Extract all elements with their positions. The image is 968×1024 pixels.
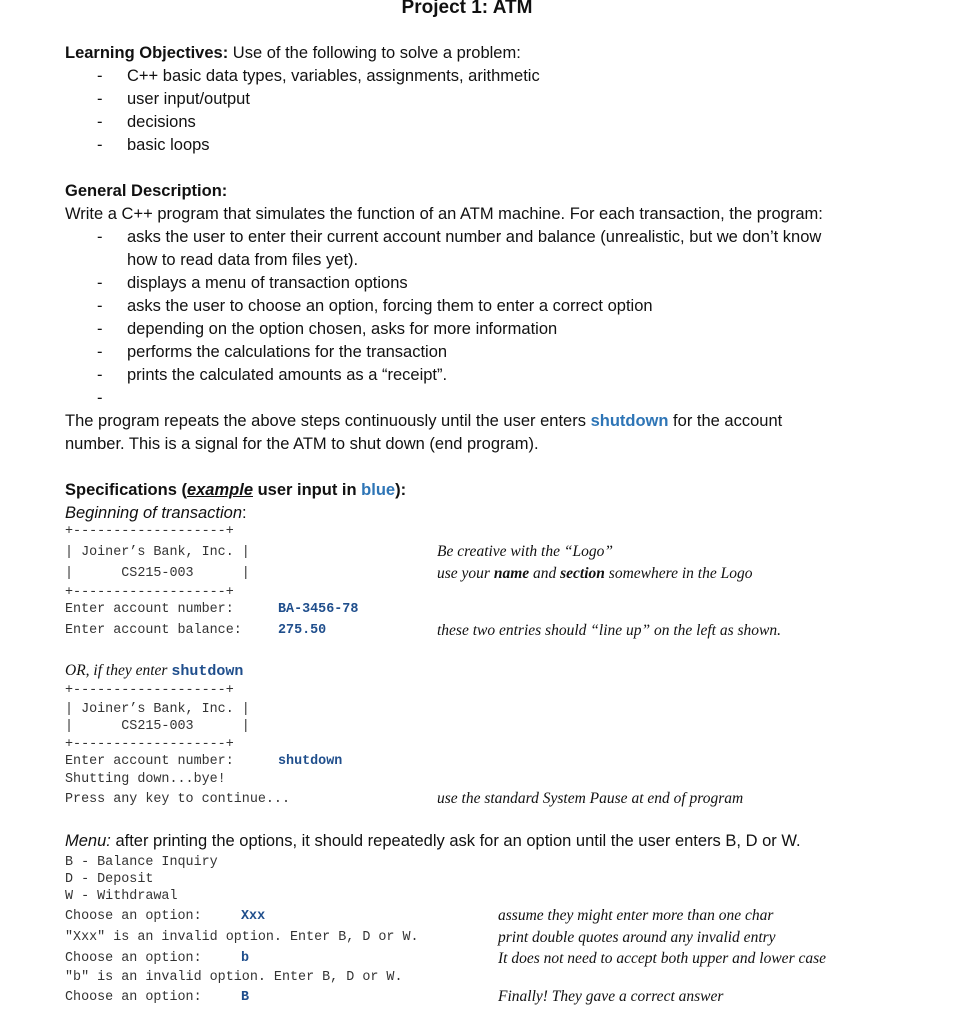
list-item: user input/output xyxy=(127,90,250,108)
spec-subheading xyxy=(65,502,247,525)
objectives-paragraph xyxy=(65,42,521,65)
menu-option-d: D - Deposit xyxy=(65,872,154,887)
list-item: performs the calculations for the transaction xyxy=(127,343,448,361)
note-system-pause: use the standard System Pause at end of program xyxy=(437,790,744,807)
note-text: and xyxy=(529,565,561,582)
press-any-key-text: Press any key to continue... xyxy=(65,792,290,807)
bullet-dash: - xyxy=(97,297,103,315)
shutdown-heading-keyword: shutdown xyxy=(171,663,244,680)
note-logo-creative: Be creative with the “Logo” xyxy=(437,543,613,560)
note-more-than-one-char: assume they might enter more than one char xyxy=(498,907,774,924)
bullet-dash: - xyxy=(97,113,103,131)
note-bold-name: name xyxy=(493,565,530,582)
prompt-account-balance: Enter account balance: xyxy=(65,623,242,638)
input-account-balance: 275.50 xyxy=(278,623,327,638)
general-intro: Write a C++ program that simulates the function of an ATM machine. For each transaction, the program: xyxy=(65,205,823,223)
spec-heading-text: user input in xyxy=(253,481,362,499)
note-correct-answer: Finally! They gave a correct answer xyxy=(498,988,724,1005)
repeat-paragraph-line1 xyxy=(65,410,782,433)
invalid-option-message: "Xxx" is an invalid option. Enter B, D or W. xyxy=(65,930,419,945)
list-item-continuation: how to read data from files yet). xyxy=(127,251,359,269)
menu-desc-text: after printing the options, it should repeatedly ask for an option until the user enters B, D or W. xyxy=(110,832,801,850)
prompt-choose-option: Choose an option: xyxy=(65,951,202,966)
prompt-choose-option: Choose an option: xyxy=(65,909,202,924)
list-item: basic loops xyxy=(127,136,210,154)
shutting-down-text: Shutting down...bye! xyxy=(65,772,226,787)
list-item: asks the user to enter their current account number and balance (unrealistic, but we don’t know xyxy=(127,228,822,246)
logo-border: +-------------------+ xyxy=(65,737,234,752)
logo-line-section: | CS215-003 | xyxy=(65,719,250,734)
spec-subheading-text: Beginning of transaction xyxy=(65,504,243,522)
logo-border: +-------------------+ xyxy=(65,683,234,698)
prompt-account-number: Enter account number: xyxy=(65,602,234,617)
note-line-up: these two entries should “line up” on the left as shown. xyxy=(437,622,782,639)
logo-line-bank: | Joiner’s Bank, Inc. | xyxy=(65,545,250,560)
bullet-dash: - xyxy=(97,320,103,338)
list-item: depending on the option chosen, asks for more information xyxy=(127,320,558,338)
bullet-dash: - xyxy=(97,366,103,384)
bullet-dash-empty: - xyxy=(97,389,103,407)
shutdown-heading xyxy=(65,662,243,680)
spec-heading-text: Specifications ( xyxy=(65,481,187,499)
list-item: decisions xyxy=(127,113,196,131)
repeat-text: The program repeats the above steps continuously until the user enters xyxy=(65,412,591,430)
shutdown-keyword: shutdown xyxy=(590,412,669,430)
page-title: Project 1: ATM xyxy=(401,0,533,18)
repeat-text: for the account xyxy=(668,412,783,430)
spec-heading-text: ): xyxy=(395,481,407,499)
shutdown-heading-text: OR, if they enter xyxy=(65,662,172,679)
input-option: Xxx xyxy=(241,909,266,924)
input-shutdown: shutdown xyxy=(278,754,343,769)
menu-description xyxy=(65,830,801,853)
general-heading: General Description: xyxy=(65,182,228,200)
list-item: prints the calculated amounts as a “receipt”. xyxy=(127,366,448,384)
invalid-option-message: "b" is an invalid option. Enter B, D or W. xyxy=(65,970,403,985)
logo-border: +-------------------+ xyxy=(65,585,234,600)
menu-option-b: B - Balance Inquiry xyxy=(65,855,218,870)
objectives-intro: Use of the following to solve a problem: xyxy=(228,44,521,62)
note-text: use your xyxy=(437,565,494,582)
bullet-dash: - xyxy=(97,274,103,292)
input-option: B xyxy=(241,990,250,1005)
bullet-dash: - xyxy=(97,343,103,361)
menu-label: Menu: xyxy=(65,832,111,850)
menu-option-w: W - Withdrawal xyxy=(65,889,178,904)
spec-subheading-colon: : xyxy=(242,504,247,522)
list-item: displays a menu of transaction options xyxy=(127,274,408,292)
list-item: C++ basic data types, variables, assignments, arithmetic xyxy=(127,67,540,85)
note-case: It does not need to accept both upper and lower case xyxy=(498,950,827,967)
bullet-dash: - xyxy=(97,90,103,108)
input-option: b xyxy=(241,951,250,966)
note-double-quotes: print double quotes around any invalid entry xyxy=(498,929,776,946)
logo-line-section: | CS215-003 | xyxy=(65,566,250,581)
spec-heading-blue: blue xyxy=(361,481,396,499)
prompt-account-number: Enter account number: xyxy=(65,754,234,769)
note-bold-section: section xyxy=(560,565,605,582)
repeat-paragraph-line2: number. This is a signal for the ATM to shut down (end program). xyxy=(65,435,539,453)
objectives-label: Learning Objectives: xyxy=(65,44,229,62)
logo-border: +-------------------+ xyxy=(65,524,234,539)
input-account-number: BA-3456-78 xyxy=(278,602,359,617)
spec-heading-example: example xyxy=(186,481,253,499)
note-logo-name-section xyxy=(437,565,752,583)
bullet-dash: - xyxy=(97,228,103,246)
bullet-dash: - xyxy=(97,136,103,154)
prompt-choose-option: Choose an option: xyxy=(65,990,202,1005)
list-item: asks the user to choose an option, forcing them to enter a correct option xyxy=(127,297,653,315)
note-text: somewhere in the Logo xyxy=(604,565,753,582)
bullet-dash: - xyxy=(97,67,103,85)
spec-heading xyxy=(65,479,406,502)
logo-line-bank: | Joiner’s Bank, Inc. | xyxy=(65,702,250,717)
